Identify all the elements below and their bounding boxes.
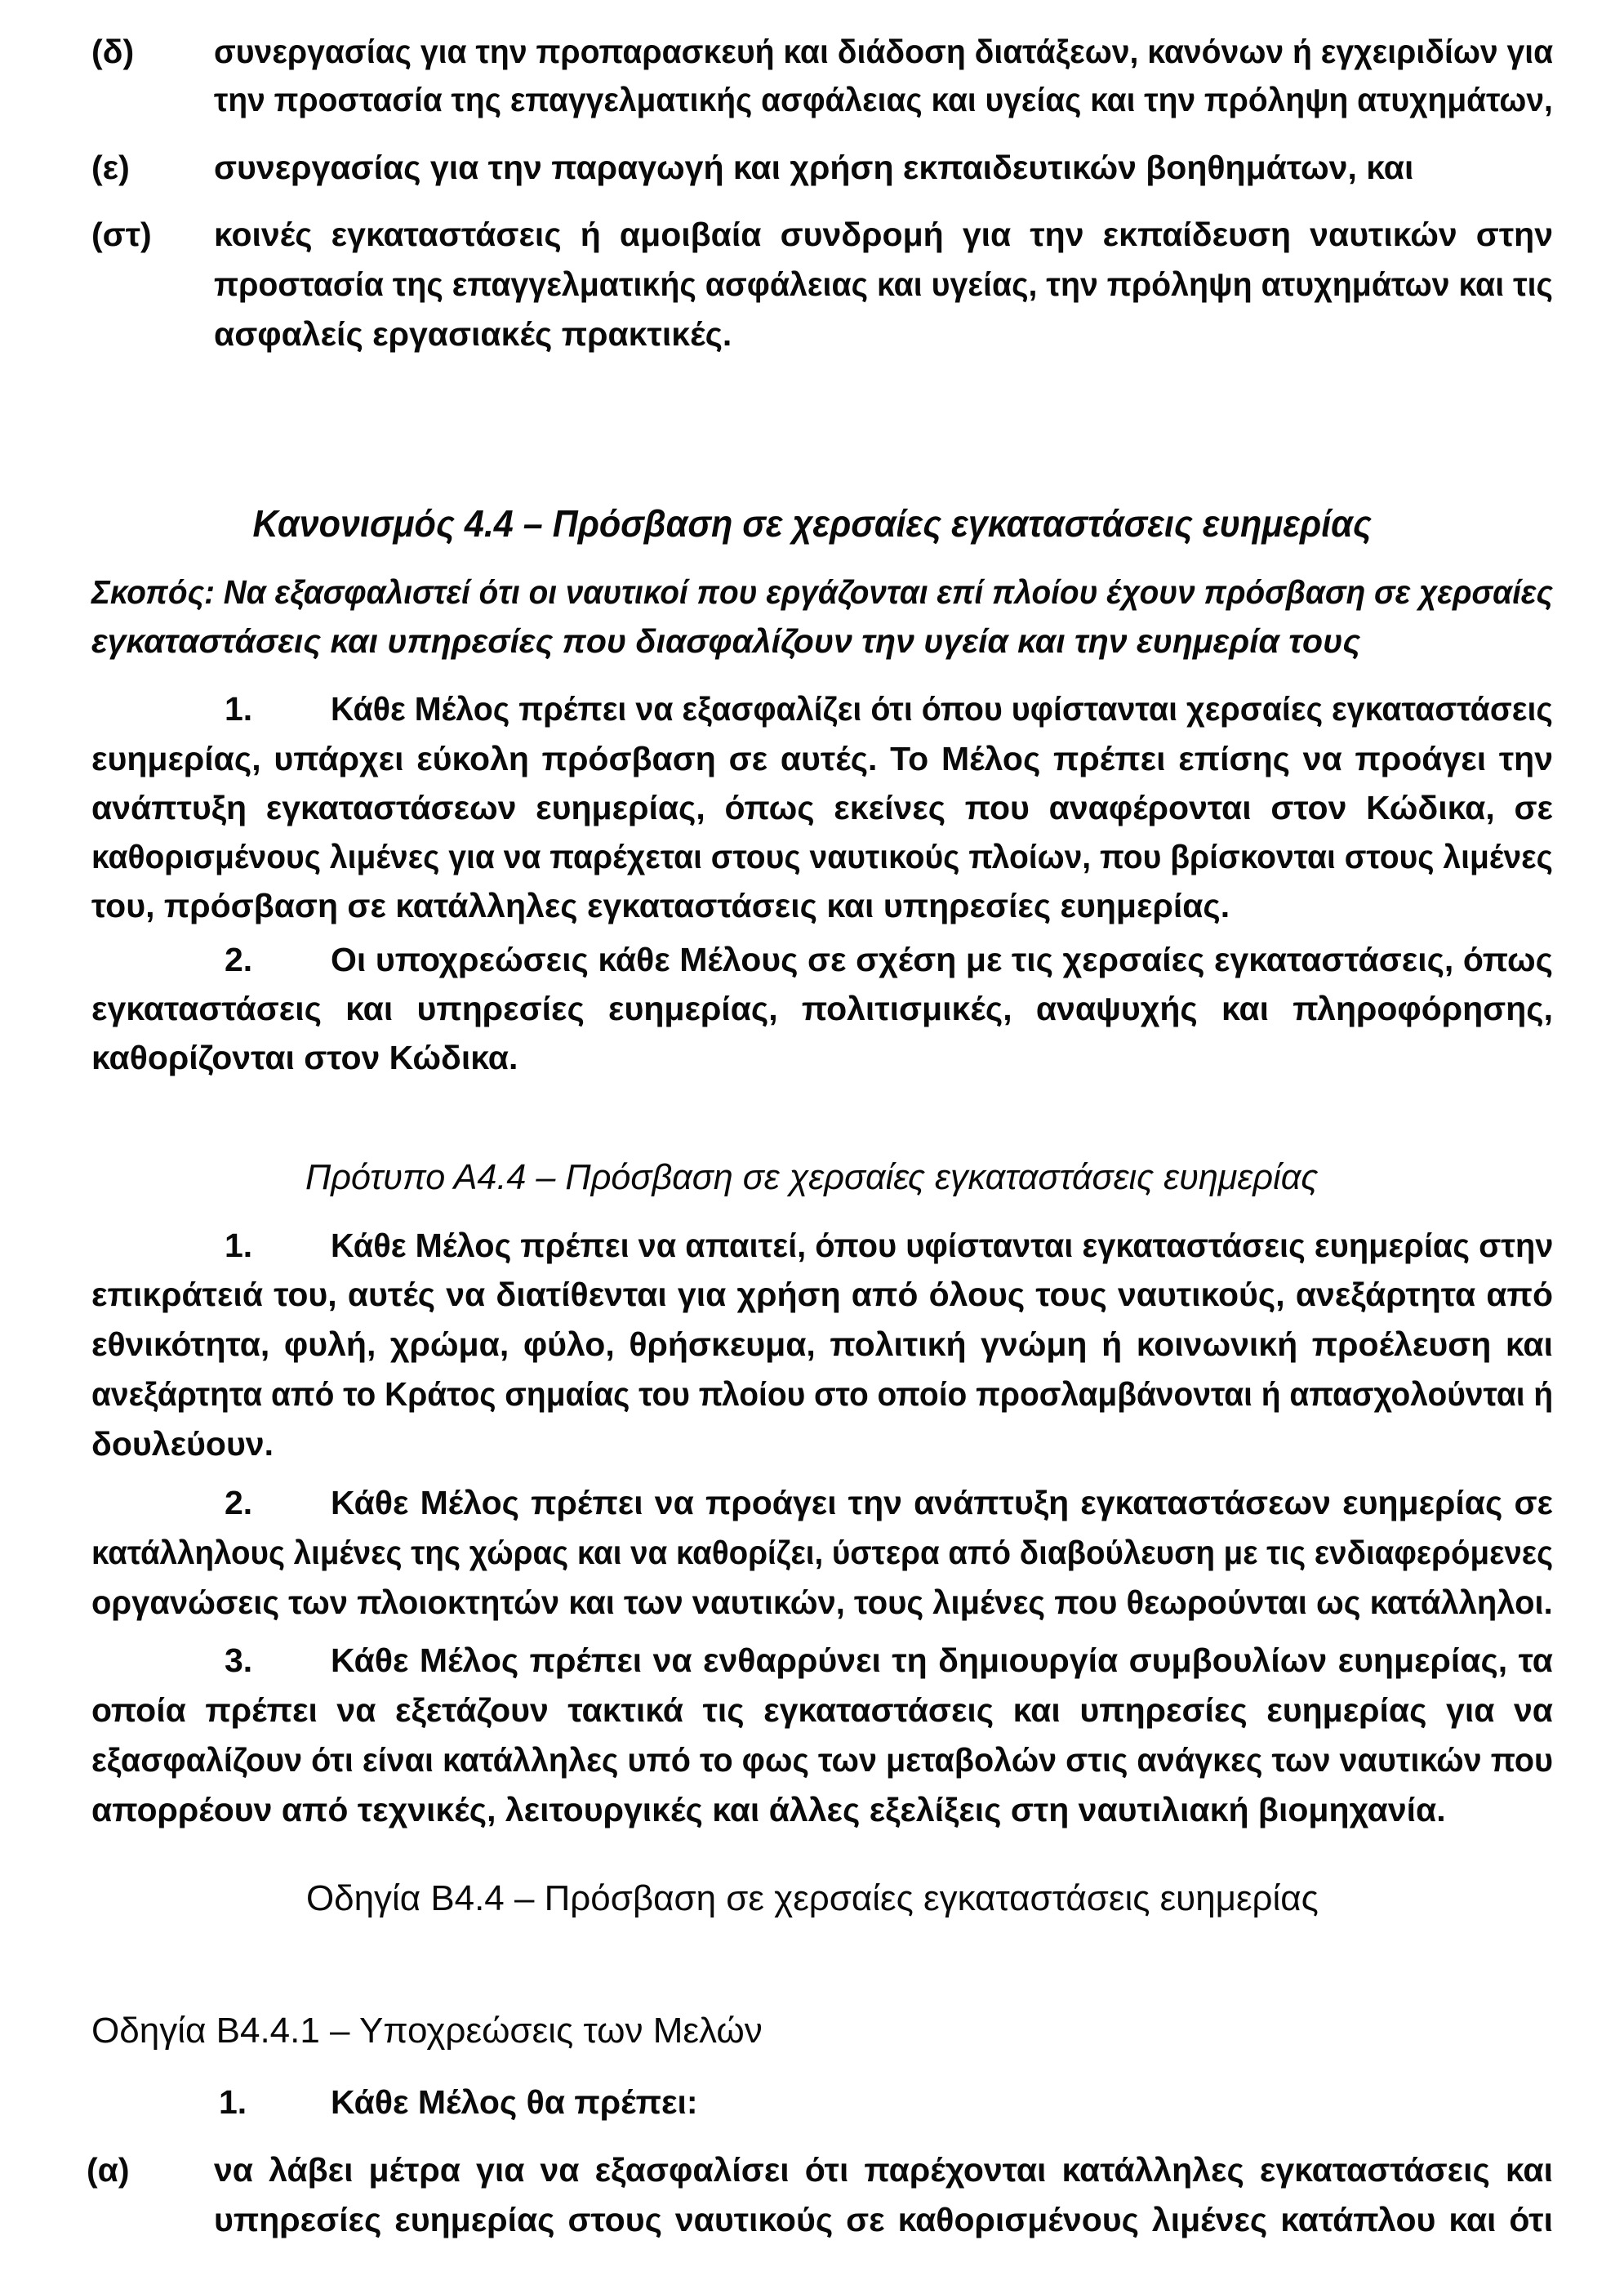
list-item-st-line-1: κοινές εγκαταστάσεις ή αμοιβαία συνδρομή για την εκπαίδευση ναυτικών στην [214, 216, 1553, 253]
standard-para-1-line-2: επικράτειά του, αυτές να διατίθενται για χρήση από όλους τους ναυτικούς, ανεξάρτητα από [91, 1276, 1553, 1313]
regulation-para-1-line-1: Κάθε Μέλος πρέπει να εξασφαλίζει ότι όπου υφίστανται χερσαίες εγκαταστάσεις [331, 690, 1553, 728]
standard-para-3-line-1: Κάθε Μέλος πρέπει να ενθαρρύνει τη δημιουργία συμβουλίων ευημερίας, τα [331, 1641, 1553, 1679]
standard-para-1-number: 1. [225, 1227, 253, 1264]
regulation-para-2-line-2: εγκαταστάσεις και υπηρεσίες ευημερίας, πολιτισμικές, αναψυχής και πληροφόρησης, [91, 990, 1553, 1027]
standard-title: Πρότυπο Α4.4 – Πρόσβαση σε χερσαίες εγκαταστάσεις ευημερίας [305, 1157, 1319, 1197]
regulation-purpose-line-2: εγκαταστάσεις και υπηρεσίες που διασφαλίζουν την υγεία και την ευημερία τους [91, 622, 1361, 660]
standard-para-2-line-3: οργανώσεις των πλοιοκτητών και των ναυτικών, τους λιμένες που θεωρούνται ως κατάλληλοι. [91, 1583, 1553, 1621]
standard-para-2-number: 2. [225, 1484, 253, 1521]
regulation-purpose-line-1: Σκοπός: Να εξασφαλιστεί ότι οι ναυτικοί που εργάζονται επί πλοίου έχουν πρόσβαση σε χερσαίες [91, 573, 1554, 611]
list-item-d-line-1: συνεργασίας για την προπαρασκευή και διάδοση διατάξεων, κανόνων ή εγχειριδίων για [214, 33, 1554, 70]
regulation-para-2-line-1: Οι υποχρεώσεις κάθε Μέλους σε σχέση με τις χερσαίες εγκαταστάσεις, όπως [331, 941, 1553, 978]
regulation-para-2-line-3: καθορίζονται στον Κώδικα. [91, 1039, 518, 1076]
regulation-para-1-line-5: του, πρόσβαση σε κατάλληλες εγκαταστάσεις και υπηρεσίες ευημερίας. [91, 887, 1230, 924]
guideline-item-a-line-2: υπηρεσίες ευημερίας στους ναυτικούς σε καθορισμένους λιμένες κατάπλου και ότι [214, 2201, 1553, 2238]
guideline-subtitle: Οδηγία Β4.4.1 – Υποχρεώσεις των Μελών [91, 2011, 763, 2051]
standard-para-1-line-4: ανεξάρτητα από το Κράτος σημαίας του πλοίου στο οποίο προσλαμβάνονται ή απασχολούνται ή [91, 1375, 1554, 1413]
standard-para-3-number: 3. [225, 1641, 253, 1679]
standard-para-1-line-1: Κάθε Μέλος πρέπει να απαιτεί, όπου υφίστανται εγκαταστάσεις ευημερίας στην [331, 1227, 1554, 1264]
regulation-para-1-number: 1. [225, 690, 253, 728]
regulation-title: Κανονισμός 4.4 – Πρόσβαση σε χερσαίες εγκαταστάσεις ευημερίας [252, 502, 1372, 545]
standard-para-1-line-5: δουλεύουν. [91, 1425, 274, 1463]
list-marker-e: (ε) [91, 149, 130, 186]
standard-para-3-line-3: εξασφαλίζουν ότι είναι κατάλληλες υπό το φως των μεταβολών στις ανάγκες των ναυτικών που [91, 1741, 1554, 1779]
regulation-para-2-number: 2. [225, 941, 253, 978]
regulation-para-1-line-3: ανάπτυξη εγκαταστάσεων ευημερίας, όπως εκείνες που αναφέρονται στον Κώδικα, σε [91, 789, 1553, 826]
regulation-para-1-line-2: ευημερίας, υπάρχει εύκολη πρόσβαση σε αυτές. Το Μέλος πρέπει επίσης να προάγει την [91, 740, 1553, 777]
list-item-d-line-2: την προστασία της επαγγελματικής ασφάλειας και υγείας και την πρόληψη ατυχημάτων, [214, 81, 1553, 118]
list-item-e-line-1: συνεργασίας για την παραγωγή και χρήση εκπαιδευτικών βοηθημάτων, και [214, 149, 1414, 186]
guideline-item-a-line-1: να λάβει μέτρα για να εξασφαλίσει ότι παρέχονται κατάλληλες εγκαταστάσεις και [214, 2151, 1553, 2189]
list-item-st-line-3: ασφαλείς εργασιακές πρακτικές. [214, 315, 732, 353]
standard-para-3-line-4: απορρέουν από τεχνικές, λειτουργικές και άλλες εξελίξεις στη ναυτιλιακή βιομηχανία. [91, 1791, 1446, 1828]
list-item-st-line-2: προστασία της επαγγελματικής ασφάλειας και υγείας, την πρόληψη ατυχημάτων και τις [214, 265, 1553, 303]
guideline-intro-text: Κάθε Μέλος θα πρέπει: [331, 2083, 698, 2121]
guideline-title: Οδηγία Β4.4 – Πρόσβαση σε χερσαίες εγκαταστάσεις ευημερίας [305, 1878, 1319, 1918]
standard-para-1-line-3: εθνικότητα, φυλή, χρώμα, φύλο, θρήσκευμα, πολιτική γνώμη ή κοινωνική προέλευση και [91, 1325, 1553, 1363]
list-marker-d: (δ) [91, 33, 135, 70]
guideline-item-a-marker: (α) [87, 2151, 130, 2189]
list-marker-st: (στ) [91, 216, 152, 253]
standard-para-2-line-2: κατάλληλους λιμένες της χώρας και να καθορίζει, ύστερα από διαβούλευση με τις ενδιαφερόμενες [91, 1534, 1554, 1571]
guideline-intro-number: 1. [219, 2083, 247, 2121]
standard-para-2-line-1: Κάθε Μέλος πρέπει να προάγει την ανάπτυξη εγκαταστάσεων ευημερίας σε [331, 1484, 1553, 1521]
standard-para-3-line-2: οποία πρέπει να εξετάζουν τακτικά τις εγκαταστάσεις και υπηρεσίες ευημερίας για να [91, 1691, 1553, 1729]
regulation-para-1-line-4: καθορισμένους λιμένες για να παρέχεται στους ναυτικούς πλοίων, που βρίσκονται στους λιμένες [91, 838, 1553, 875]
